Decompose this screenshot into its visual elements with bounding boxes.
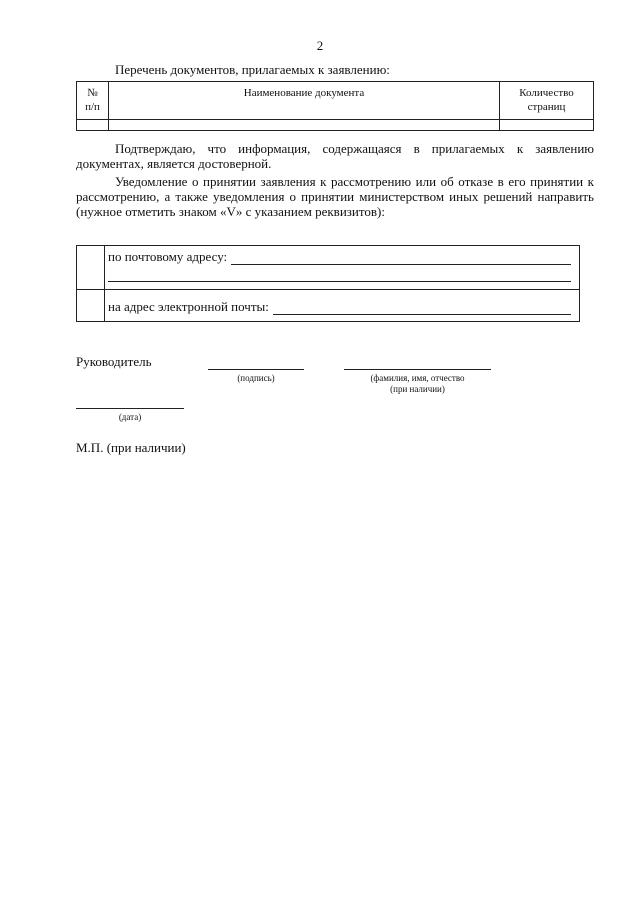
date-caption: (дата) bbox=[118, 412, 142, 422]
postal-option-row bbox=[77, 246, 580, 290]
table-row bbox=[77, 120, 594, 131]
notification-options-table bbox=[76, 245, 580, 322]
header-num-line2: п/п bbox=[85, 101, 100, 113]
confirm-paragraph: Подтверждаю, что информация, содержащаяся в прилагаемых к заявлению документах, является достоверной. bbox=[76, 141, 594, 171]
documents-table-header bbox=[77, 82, 594, 120]
row-count-cell[interactable] bbox=[500, 120, 594, 131]
header-count-line2: страниц bbox=[527, 101, 566, 113]
email-checkbox[interactable] bbox=[77, 290, 105, 322]
header-name-cell: Наименование документа bbox=[109, 82, 500, 120]
signature-caption: (подпись) bbox=[237, 373, 275, 383]
row-name-cell[interactable] bbox=[109, 120, 500, 131]
email-address-field[interactable] bbox=[273, 302, 571, 315]
documents-table bbox=[76, 81, 594, 131]
row-num-cell[interactable] bbox=[77, 120, 109, 131]
full-name-caption-line1: (фамилия, имя, отчество bbox=[370, 373, 465, 383]
full-name-line[interactable] bbox=[344, 369, 491, 370]
page-number: 2 bbox=[316, 38, 324, 53]
header-count-line1: Количество bbox=[519, 87, 574, 99]
email-option-label: на адрес электронной почты: bbox=[108, 299, 269, 314]
postal-option-label: по почтовому адресу: bbox=[108, 249, 228, 264]
postal-address-field-line2[interactable] bbox=[108, 269, 571, 282]
email-option-row bbox=[77, 290, 580, 322]
signature-line[interactable] bbox=[208, 369, 304, 370]
header-num-line1: № bbox=[87, 87, 98, 99]
signatory-role: Руководитель bbox=[76, 354, 152, 369]
documents-list-title: Перечень документов, прилагаемых к заявлению: bbox=[115, 62, 390, 77]
date-line[interactable] bbox=[76, 408, 184, 409]
full-name-caption bbox=[334, 373, 501, 395]
header-count-cell bbox=[500, 82, 594, 120]
header-num-cell bbox=[77, 82, 109, 120]
postal-address-field[interactable] bbox=[231, 252, 571, 265]
seal-label: М.П. (при наличии) bbox=[76, 440, 186, 455]
full-name-caption-line2: (при наличии) bbox=[390, 384, 445, 394]
postal-checkbox[interactable] bbox=[77, 246, 105, 290]
notify-paragraph: Уведомление о принятии заявления к рассмотрению или об отказе в его принятии к рассмотрению, а также уведомления о принятии министерством иных решений направить (нужное отметить знаком «V» с указанием реквизитов): bbox=[76, 174, 594, 219]
